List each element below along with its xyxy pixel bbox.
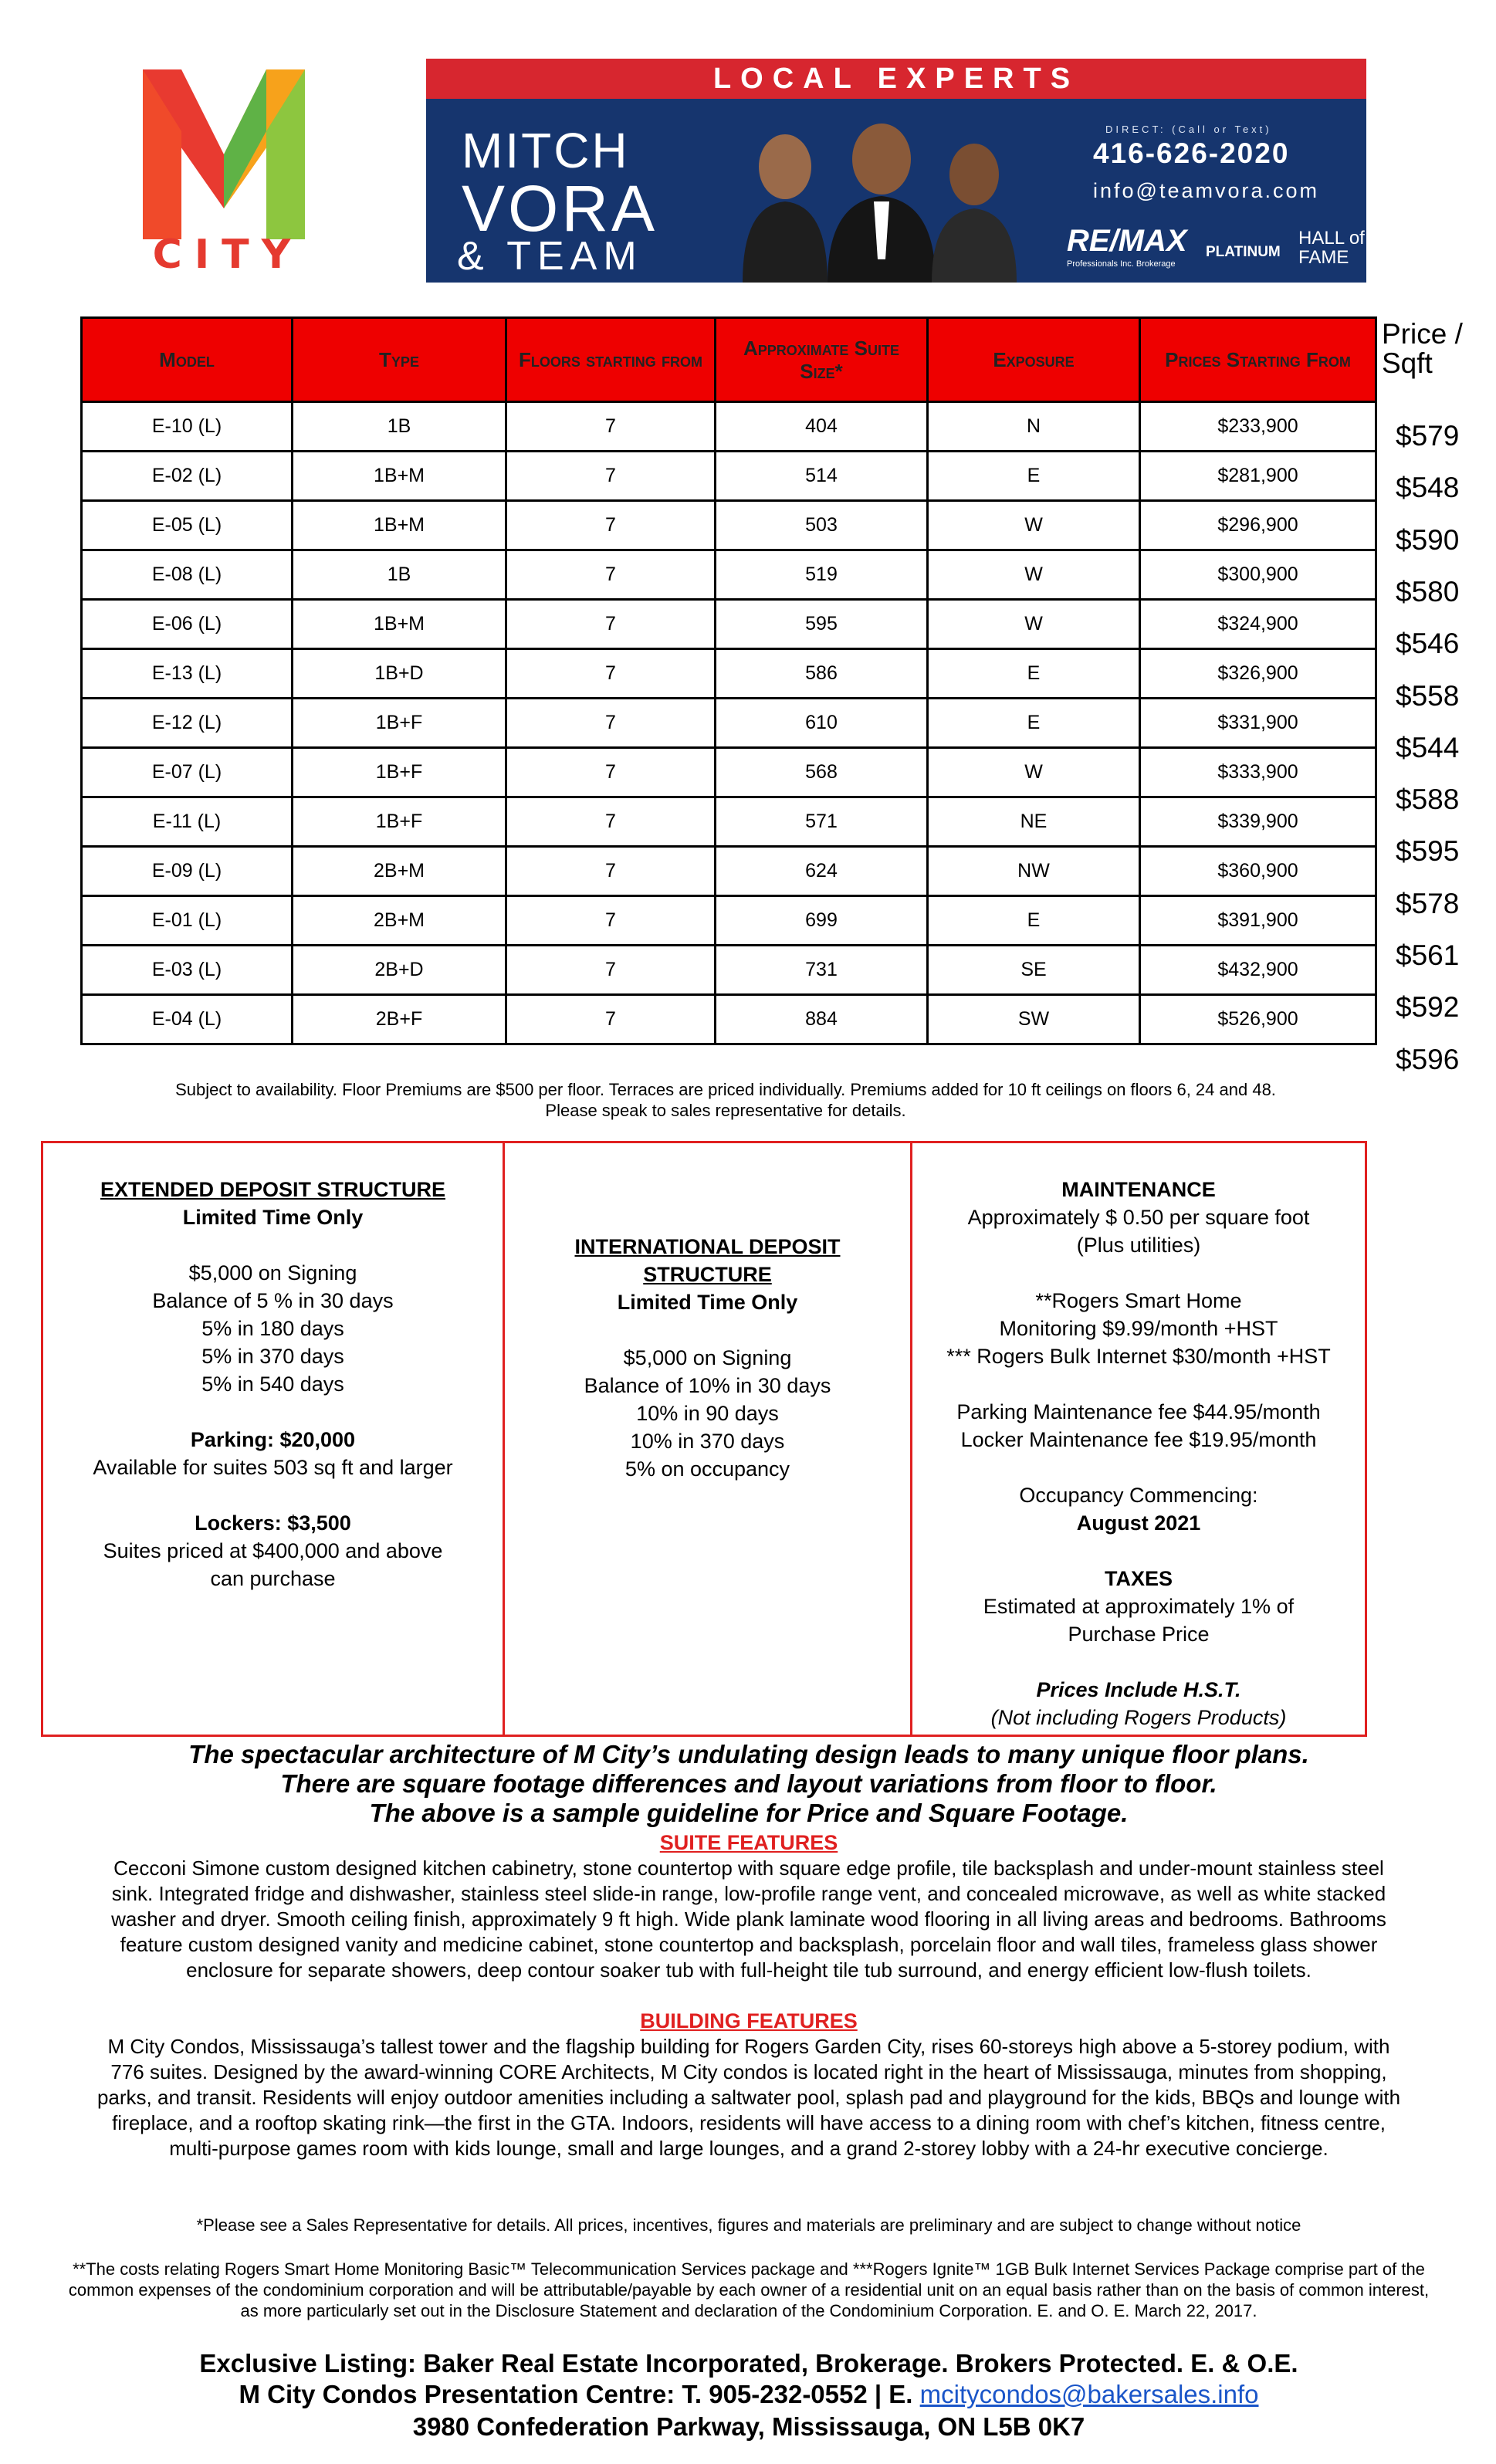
- occupancy-label: Occupancy Commencing:: [1019, 1484, 1258, 1507]
- table-row: [82, 501, 1376, 550]
- cell-type: 2B+M: [293, 896, 506, 946]
- cell-exposure: NW: [928, 847, 1140, 896]
- cell-floors: 7: [506, 501, 716, 550]
- cell-price: $233,900: [1140, 402, 1376, 452]
- cell-suite-size: 586: [716, 649, 928, 699]
- col-header-suite-size: Approximate Suite Size*: [716, 318, 928, 402]
- cell-model: E-09 (L): [82, 847, 293, 896]
- cell-type: 1B+D: [293, 649, 506, 699]
- cell-exposure: W: [928, 501, 1140, 550]
- cell-suite-size: 699: [716, 896, 928, 946]
- table-row: [82, 995, 1376, 1044]
- cell-price: $331,900: [1140, 699, 1376, 748]
- team-photo: [719, 105, 1028, 283]
- price-per-sqft-value: $592: [1396, 991, 1460, 1024]
- presentation-centre-email[interactable]: mcitycondos@bakersales.info: [919, 2380, 1259, 2408]
- cell-floors: 7: [506, 847, 716, 896]
- international-item: Balance of 10% in 30 days: [584, 1374, 831, 1397]
- platinum-award: PLATINUM: [1206, 244, 1281, 260]
- table-row: [82, 402, 1376, 452]
- suite-price-table: [80, 316, 1377, 1045]
- cell-type: 2B+M: [293, 847, 506, 896]
- table-row: [82, 946, 1376, 995]
- cell-suite-size: 624: [716, 847, 928, 896]
- cell-price: $526,900: [1140, 995, 1376, 1044]
- cell-suite-size: 571: [716, 797, 928, 847]
- presentation-centre: [46, 2379, 1451, 2410]
- price-per-sqft-value: $595: [1396, 835, 1460, 868]
- cell-suite-size: 731: [716, 946, 928, 995]
- cell-type: 1B+M: [293, 600, 506, 649]
- cell-model: E-03 (L): [82, 946, 293, 995]
- cell-floors: 7: [506, 946, 716, 995]
- table-row: [82, 699, 1376, 748]
- banner-name-team: & TEAM: [457, 234, 643, 279]
- pricing-disclaimer: *Please see a Sales Representative for details. All prices, incentives, figures and materials are preliminary and are subject to change without notice: [196, 2215, 1301, 2235]
- banner-email[interactable]: info@teamvora.com: [1093, 179, 1319, 202]
- table-row: [82, 797, 1376, 847]
- cell-type: 2B+D: [293, 946, 506, 995]
- cell-price: $339,900: [1140, 797, 1376, 847]
- extended-item: 5% in 540 days: [201, 1372, 344, 1396]
- cell-model: E-12 (L): [82, 699, 293, 748]
- cell-model: E-05 (L): [82, 501, 293, 550]
- table-row: [82, 600, 1376, 649]
- team-banner: [426, 59, 1366, 283]
- international-item: 10% in 90 days: [636, 1402, 779, 1425]
- architecture-tagline: [46, 1740, 1451, 1828]
- table-row: [82, 452, 1376, 501]
- cell-type: 2B+F: [293, 995, 506, 1044]
- table-row: [82, 847, 1376, 896]
- deposit-structure-box: [41, 1141, 1367, 1737]
- price-per-sqft-value: $578: [1396, 887, 1460, 919]
- maintenance-utilities: (Plus utilities): [1076, 1234, 1201, 1257]
- international-item: 10% in 370 days: [630, 1430, 785, 1453]
- cell-price: $391,900: [1140, 896, 1376, 946]
- cell-type: 1B+F: [293, 699, 506, 748]
- building-features-heading: BUILDING FEATURES: [640, 2009, 858, 2032]
- exclusive-listing: Exclusive Listing: Baker Real Estate Incorporated, Brokerage. Brokers Protected. E. & O.E.: [199, 2349, 1298, 2378]
- cell-exposure: SE: [928, 946, 1140, 995]
- international-item: $5,000 on Signing: [623, 1346, 792, 1369]
- cell-suite-size: 514: [716, 452, 928, 501]
- cell-suite-size: 610: [716, 699, 928, 748]
- hst-included: Prices Include H.S.T.: [1036, 1678, 1241, 1701]
- remax-logo: RE/MAX: [1067, 224, 1187, 258]
- extended-deposit-subtitle: Limited Time Only: [182, 1206, 364, 1229]
- cell-model: E-01 (L): [82, 896, 293, 946]
- rogers-internet-fee: *** Rogers Bulk Internet $30/month +HST: [946, 1345, 1331, 1368]
- cell-suite-size: 503: [716, 501, 928, 550]
- banner-phone[interactable]: 416-626-2020: [1093, 137, 1290, 169]
- lockers-price: Lockers: $3,500: [195, 1511, 351, 1535]
- cell-price: $360,900: [1140, 847, 1376, 896]
- table-header-row: [82, 318, 1376, 402]
- cell-exposure: SW: [928, 995, 1140, 1044]
- col-header-type: Type: [293, 318, 506, 402]
- note-line-1: Subject to availability. Floor Premiums are $500 per floor. Terraces are priced individually. Premiums added for 10 ft ceilings on floors 6, 24 and 48.: [175, 1080, 1276, 1099]
- hall-of-fame-award: HALL of FAME: [1298, 228, 1365, 268]
- tagline-line-1: The spectacular architecture of M City’s undulating design leads to many unique floor plans.: [188, 1740, 1309, 1768]
- tagline-line-3: The above is a sample guideline for Price and Square Footage.: [369, 1799, 1129, 1827]
- cell-model: E-08 (L): [82, 550, 293, 600]
- cell-price: $300,900: [1140, 550, 1376, 600]
- cell-price: $432,900: [1140, 946, 1376, 995]
- price-per-sqft-value: $548: [1396, 472, 1460, 504]
- col-header-price: Prices Starting From: [1140, 318, 1376, 402]
- building-features-text: M City Condos, Mississauga’s tallest tower and the flagship building for Rogers Garden City, rises 60-storeys high above a 5-storey podium, with 776 suites. Designed by the award-winning CORE Architects, M City condos is located right in the heart of Mississauga, minutes from shopping, parks, and transit. Residents will enjoy outdoor amenities including a saltwater pool, splash pad and playground for the kids, BBQs and lounge with fireplace, and a rooftop skating rink—the first in the GTA. Indoors, residents will have access to a dining room with chef’s kitchen, fitness centre, multi-purpose games room with kids lounge, small and large lounges, and a grand 2-storey lobby with a 24-hr executive concierge.: [96, 2035, 1401, 2160]
- extended-item: 5% in 180 days: [201, 1317, 344, 1340]
- cell-type: 1B: [293, 550, 506, 600]
- cell-exposure: NE: [928, 797, 1140, 847]
- cell-floors: 7: [506, 748, 716, 797]
- cell-type: 1B: [293, 402, 506, 452]
- suite-features-text: Cecconi Simone custom designed kitchen cabinetry, stone countertop with square edge profile, tile backsplash and under-mount stainless steel sink. Integrated fridge and dishwasher, stainless steel slide-in range, low-profile range vent, and concealed microwave, as well as white stacked washer and dryer. Smooth ceiling finish, approximately 9 ft high. Wide plank laminate wood flooring in all living areas and bedrooms. Bathrooms feature custom designed vanity and medicine cabinet, stone countertop and backsplash, porcelain floor and wall tiles, frameless glass shower enclosure for separate showers, deep contour soaker tub with full-height tile tub surround, and energy efficient low-flush toilets.: [111, 1856, 1386, 1982]
- extended-item: 5% in 370 days: [201, 1345, 344, 1368]
- parking-availability: Available for suites 503 sq ft and larger: [93, 1456, 453, 1479]
- international-deposit-title: INTERNATIONAL DEPOSIT STRUCTURE: [574, 1235, 841, 1286]
- cell-type: 1B+M: [293, 452, 506, 501]
- cell-floors: 7: [506, 797, 716, 847]
- extended-deposit-column: [43, 1143, 505, 1735]
- cell-type: 1B+F: [293, 748, 506, 797]
- table-row: [82, 896, 1376, 946]
- banner-headline: LOCAL EXPERTS: [426, 59, 1366, 99]
- cell-floors: 7: [506, 452, 716, 501]
- cell-model: E-07 (L): [82, 748, 293, 797]
- hst-note: (Not including Rogers Products): [990, 1706, 1287, 1729]
- cell-suite-size: 404: [716, 402, 928, 452]
- maintenance-title: MAINTENANCE: [1061, 1178, 1216, 1201]
- international-deposit-subtitle: Limited Time Only: [617, 1291, 798, 1314]
- presentation-centre-address: 3980 Confederation Parkway, Mississauga, ON L5B 0K7: [412, 2412, 1085, 2441]
- locker-maintenance-fee: Locker Maintenance fee $19.95/month: [960, 1428, 1317, 1451]
- price-per-sqft-value: $546: [1396, 628, 1460, 660]
- occupancy-date: August 2021: [1076, 1511, 1201, 1535]
- cell-suite-size: 519: [716, 550, 928, 600]
- price-per-sqft-value: $544: [1396, 731, 1460, 763]
- suite-features-heading: SUITE FEATURES: [659, 1831, 838, 1854]
- presentation-centre-contact: M City Condos Presentation Centre: T. 905-232-0552 | E.: [239, 2380, 920, 2408]
- taxes-title: TAXES: [1104, 1567, 1173, 1590]
- cell-price: $326,900: [1140, 649, 1376, 699]
- col-header-exposure: Exposure: [928, 318, 1140, 402]
- tagline-line-2: There are square footage differences and layout variations from floor to floor.: [280, 1769, 1217, 1798]
- price-per-sqft-value: $596: [1396, 1043, 1460, 1075]
- international-deposit-column: [505, 1143, 912, 1735]
- price-per-sqft-value: $580: [1396, 575, 1460, 608]
- cell-price: $324,900: [1140, 600, 1376, 649]
- table-row: [82, 550, 1376, 600]
- cell-suite-size: 884: [716, 995, 928, 1044]
- lockers-availability: Suites priced at $400,000 and above can purchase: [103, 1539, 443, 1590]
- price-per-sqft-header: Price / Sqft: [1382, 318, 1463, 379]
- cell-price: $333,900: [1140, 748, 1376, 797]
- price-per-sqft-value: $588: [1396, 784, 1460, 816]
- rogers-footnote: **The costs relating Rogers Smart Home Monitoring Basic™ Telecommunication Services package and ***Rogers Ignite™ 1GB Bulk Internet Services Package comprise part of the common expenses of the condominium corporation and will be attributable/payable by each owner of a residential unit on an equal basis rather than on the basis of common interest, as more particularly set out in the Disclosure Statement and declaration of the Condominium Corporation. E. and O. E. March 22, 2017.: [68, 2259, 1430, 2320]
- cell-floors: 7: [506, 550, 716, 600]
- cell-floors: 7: [506, 896, 716, 946]
- extended-deposit-title: EXTENDED DEPOSIT STRUCTURE: [100, 1178, 446, 1201]
- parking-price: Parking: $20,000: [190, 1428, 356, 1451]
- cell-model: E-06 (L): [82, 600, 293, 649]
- table-row: [82, 649, 1376, 699]
- cell-price: $296,900: [1140, 501, 1376, 550]
- cell-model: E-04 (L): [82, 995, 293, 1044]
- cell-floors: 7: [506, 402, 716, 452]
- cell-type: 1B+M: [293, 501, 506, 550]
- cell-price: $281,900: [1140, 452, 1376, 501]
- cell-exposure: W: [928, 748, 1140, 797]
- cell-exposure: E: [928, 649, 1140, 699]
- maintenance-column: [912, 1143, 1365, 1735]
- extended-item: Balance of 5 % in 30 days: [152, 1289, 394, 1312]
- rogers-monitoring-fee: Monitoring $9.99/month +HST: [999, 1317, 1278, 1340]
- cell-type: 1B+F: [293, 797, 506, 847]
- parking-maintenance-fee: Parking Maintenance fee $44.95/month: [956, 1400, 1321, 1423]
- banner-direct-label: DIRECT: (Call or Text): [1105, 124, 1272, 135]
- table-row: [82, 748, 1376, 797]
- cell-exposure: W: [928, 550, 1140, 600]
- logo-city-text: CITY: [152, 232, 303, 278]
- taxes-text: Estimated at approximately 1% of Purchase Price: [983, 1595, 1295, 1646]
- cell-model: E-11 (L): [82, 797, 293, 847]
- banner-name-first: MITCH: [462, 123, 630, 178]
- col-header-model: Model: [82, 318, 293, 402]
- cell-model: E-13 (L): [82, 649, 293, 699]
- cell-model: E-10 (L): [82, 402, 293, 452]
- price-per-sqft-value: $579: [1396, 420, 1460, 452]
- col-header-floors: Floors starting from: [506, 318, 716, 402]
- cell-exposure: N: [928, 402, 1140, 452]
- cell-model: E-02 (L): [82, 452, 293, 501]
- cell-exposure: E: [928, 896, 1140, 946]
- cell-exposure: W: [928, 600, 1140, 649]
- international-item: 5% on occupancy: [624, 1457, 790, 1481]
- cell-suite-size: 568: [716, 748, 928, 797]
- cell-floors: 7: [506, 699, 716, 748]
- rogers-smart-home: **Rogers Smart Home: [1035, 1289, 1242, 1312]
- extended-item: $5,000 on Signing: [188, 1261, 357, 1284]
- cell-floors: 7: [506, 995, 716, 1044]
- banner-name-last: VORA: [462, 172, 658, 245]
- maintenance-rate: Approximately $ 0.50 per square foot: [967, 1206, 1310, 1229]
- note-line-2: Please speak to sales representative for details.: [545, 1101, 906, 1120]
- price-per-sqft-value: $561: [1396, 939, 1460, 971]
- cell-floors: 7: [506, 649, 716, 699]
- availability-note: [69, 1079, 1382, 1121]
- remax-brokerage: Professionals Inc. Brokerage: [1067, 259, 1176, 269]
- price-per-sqft-value: $558: [1396, 679, 1460, 712]
- cell-suite-size: 595: [716, 600, 928, 649]
- cell-exposure: E: [928, 699, 1140, 748]
- cell-exposure: E: [928, 452, 1140, 501]
- price-per-sqft-value: $590: [1396, 523, 1460, 556]
- cell-floors: 7: [506, 600, 716, 649]
